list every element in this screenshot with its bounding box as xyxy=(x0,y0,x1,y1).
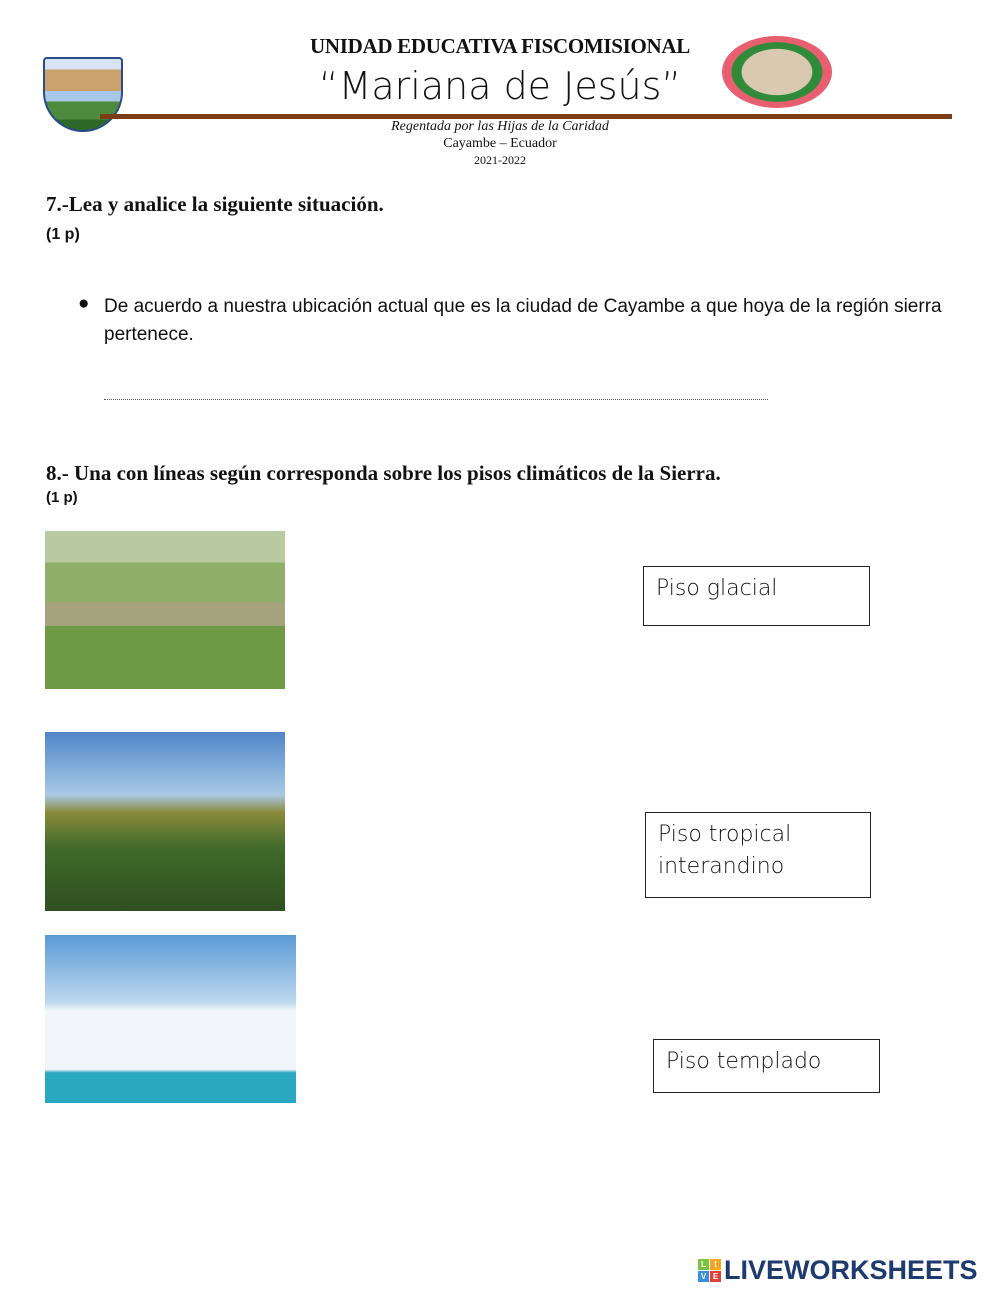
bullet-icon: ● xyxy=(78,293,90,314)
subtitle: Regentada por las Hijas de la Caridad xyxy=(391,119,609,134)
brand-text: LIVEWORKSHEETS xyxy=(724,1255,978,1285)
school-title: UNIDAD EDUCATIVA FISCOMISIONAL xyxy=(310,34,690,58)
school-year: 2021-2022 xyxy=(474,153,526,167)
school-name: “Mariana de Jesús” xyxy=(318,64,682,108)
llama-grassland-image[interactable] xyxy=(45,531,285,689)
option-piso-templado[interactable]: Piso templado xyxy=(653,1039,880,1093)
option-piso-glacial[interactable]: Piso glacial xyxy=(643,566,870,626)
icon-letter: V xyxy=(698,1271,709,1282)
q7-answer-input[interactable] xyxy=(104,378,768,400)
q8-title: 8.- Una con líneas según corresponda sobre los pisos climáticos de la Sierra. xyxy=(46,461,721,485)
option-piso-tropical-interandino[interactable]: Piso tropical interandino xyxy=(645,812,871,898)
penguins-glacier-image[interactable] xyxy=(45,935,296,1103)
q7-question: De acuerdo a nuestra ubicación actual que es la ciudad de Cayambe a que hoya de la región sierra pertenece. xyxy=(104,296,942,345)
q7-title: 7.-Lea y analice la siguiente situación. xyxy=(46,192,384,216)
valley-mountain-image[interactable] xyxy=(45,732,285,911)
icon-letter: I xyxy=(710,1259,721,1270)
q8-points: (1 p) xyxy=(46,489,78,506)
liveworksheets-icon xyxy=(698,1259,721,1282)
q7-points: (1 p) xyxy=(46,226,80,243)
icon-letter: E xyxy=(710,1271,721,1282)
liveworksheets-logo xyxy=(698,1255,978,1286)
location: Cayambe – Ecuador xyxy=(443,136,557,151)
icon-letter: L xyxy=(698,1259,709,1270)
